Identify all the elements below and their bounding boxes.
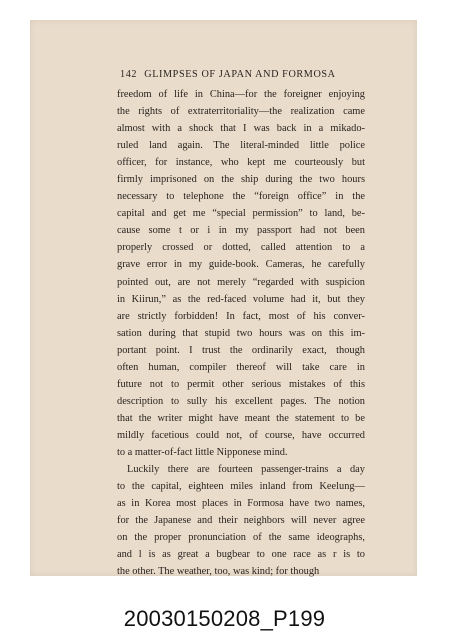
text-line: and l is as great a bugbear to one race as r is to: [117, 549, 365, 561]
page-number: 142: [120, 69, 138, 80]
text-line: sation during that stupid two hours was on this im-: [117, 327, 365, 339]
text-line: often human, compiler thereof will take care in: [117, 361, 365, 373]
text-line: grave error in my guide-book. Cameras, he carefully: [117, 259, 365, 271]
text-line: on the proper pronunciation of the same ideographs,: [117, 532, 365, 544]
text-line: for the Japanese and their neighbors will never agree: [117, 515, 365, 527]
text-line: Luckily there are fourteen passenger-trains a day: [127, 464, 365, 476]
text-line: properly crossed or dotted, called attention to a: [117, 242, 365, 254]
text-line: to a matter-of-fact little Nipponese mind.: [117, 446, 288, 458]
text-line: to the capital, eighteen miles inland from Keelung—: [117, 481, 365, 493]
text-line: mildly facetious could not, of course, have occurred: [117, 429, 365, 441]
text-line: freedom of life in China—for the foreigner enjoying: [117, 89, 365, 100]
text-line: the rights of extraterritoriality—the realization came: [117, 106, 365, 118]
text-line: ruled land again. The literal-minded little police: [117, 140, 365, 152]
text-line: officer, for instance, who kept me courteously but: [117, 157, 365, 169]
text-line: as in Korea most places in Formosa have two names,: [117, 498, 365, 510]
page-header: [120, 69, 370, 80]
text-line: cause some t or i in my passport had not been: [117, 225, 365, 237]
running-head: GLIMPSES OF JAPAN AND FORMOSA: [144, 69, 336, 80]
text-line: necessary to telephone the “foreign office” in the: [117, 191, 365, 203]
text-line: portant point. I trust the ordinarily exact, though: [117, 344, 365, 356]
text-line: almost with a shock that I was back in a mikado-: [117, 123, 365, 135]
text-line: firmly imprisoned on the ship during the two hours: [117, 174, 365, 186]
text-line: future not to permit other serious mistakes of this: [117, 378, 365, 390]
body-text: [117, 86, 365, 580]
text-line: in Kiirun,” as the red-faced volume had it, but they: [117, 293, 365, 305]
image-id-caption: 20030150208_P199: [123, 606, 326, 631]
text-line: description to sully his excellent pages. The notion: [117, 395, 365, 407]
text-line: capital and get me “special permission” to land, be-: [117, 208, 365, 220]
text-line: pointed out, are not merely “regarded with suspicion: [117, 276, 365, 288]
text-line: that the writer might have meant the statement to be: [117, 412, 365, 424]
text-line: the other. The weather, too, was kind; for though: [117, 566, 320, 578]
text-line: are strictly forbidden! In fact, most of his conver-: [117, 310, 365, 322]
